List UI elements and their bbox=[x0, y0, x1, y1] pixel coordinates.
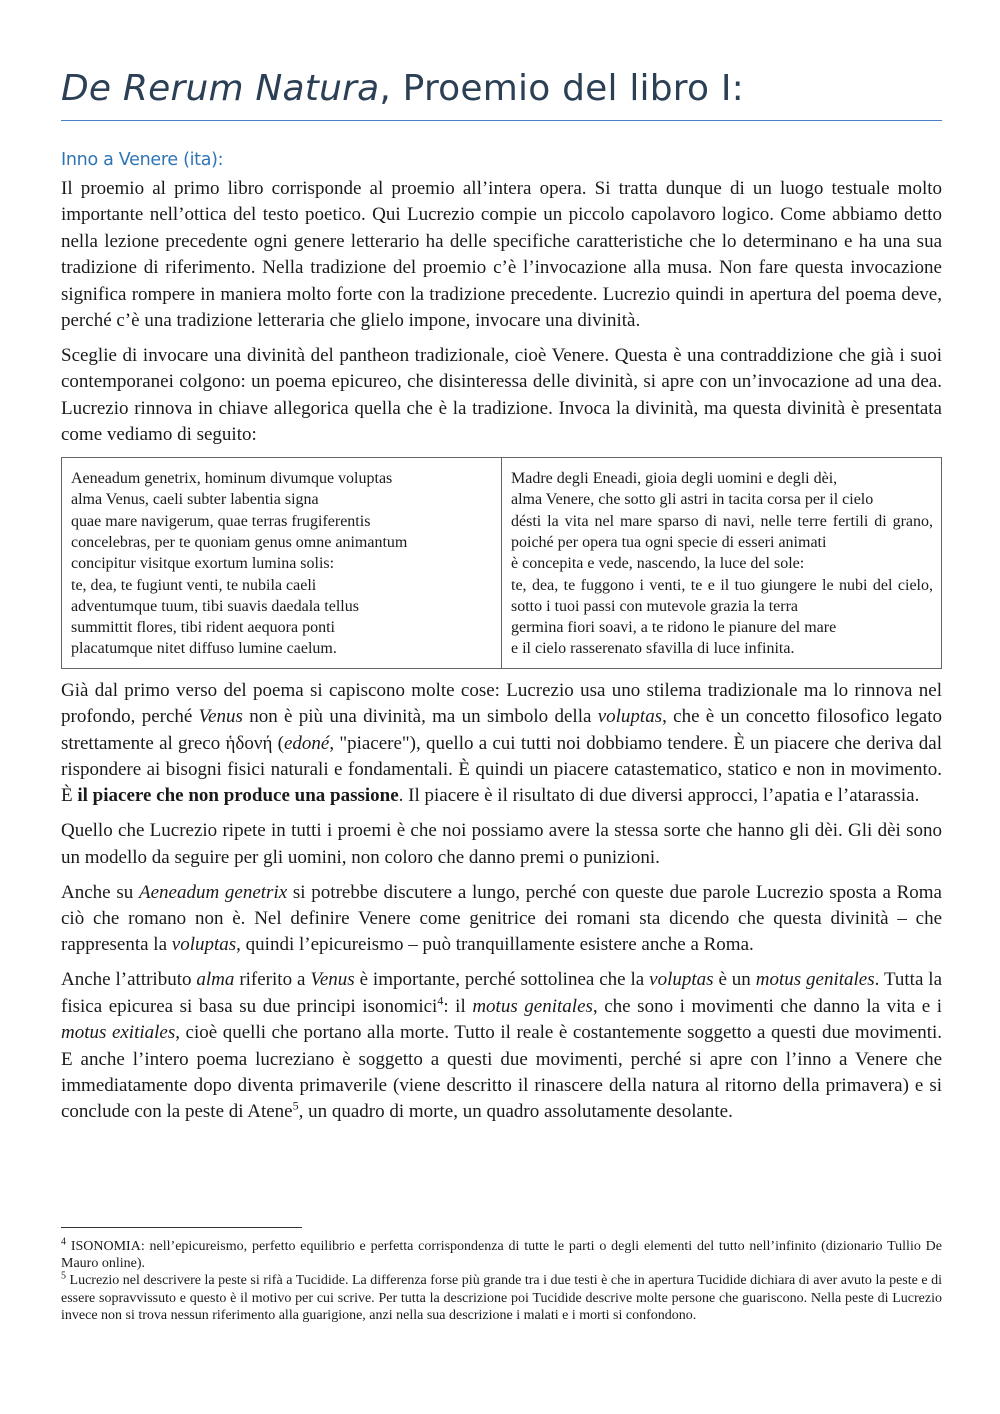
footnote-ref-5[interactable]: 5 bbox=[292, 1099, 299, 1113]
body-text bbox=[61, 176, 942, 1134]
latin-verse: quae mare navigerum, quae terras frugiferentis bbox=[71, 512, 371, 530]
italic-term: Venus bbox=[198, 706, 243, 728]
italic-term: motus genitales bbox=[755, 969, 875, 991]
italian-verse: Madre degli Eneadi, gioia degli uomini e degli dèi, bbox=[511, 470, 838, 488]
italic-term: motus exitiales bbox=[61, 1022, 176, 1044]
italian-verse: alma Venere, che sotto gli astri in tacita corsa per il cielo bbox=[511, 491, 874, 509]
footnote-mark: 5 bbox=[61, 1270, 66, 1282]
italic-term: voluptas bbox=[649, 969, 714, 991]
italian-verse: germina fiori soavi, a te ridono le pianure del mare bbox=[511, 619, 837, 637]
text-run: Già dal primo verso del poema si capiscono molte cose: Lucrezio usa uno stilema tradizionale ma lo rinnova nel profondo, perché bbox=[61, 679, 942, 728]
paragraph-3 bbox=[61, 678, 942, 810]
text-run: . Il piacere è il risultato di due diversi approcci, l’apatia e l’atarassia. bbox=[398, 785, 920, 807]
text-run: è un bbox=[713, 969, 756, 991]
title-underline bbox=[61, 120, 942, 121]
paragraph-5 bbox=[61, 880, 942, 959]
title-italic: De Rerum Natura bbox=[61, 68, 380, 109]
paragraph-6 bbox=[61, 967, 942, 1125]
italian-verses bbox=[502, 458, 942, 669]
section-heading: Inno a Venere (ita): bbox=[61, 150, 224, 170]
italic-term: Aeneadum genetrix bbox=[138, 881, 288, 903]
italic-term: edoné bbox=[283, 732, 330, 754]
text-run: , che è un concetto filosofico legato strettamente al greco ἡδονή ( bbox=[61, 706, 943, 754]
text-run: riferito a bbox=[234, 969, 311, 991]
footnote-text: ISONOMIA: nell’epicureismo, perfetto equilibrio e perfetta corrispondenza di tutte le parti o degli elementi del tutto nell’infinito (dizionario Tullio De Mauro online). bbox=[61, 1239, 942, 1272]
footnote-ref-4[interactable]: 4 bbox=[437, 993, 444, 1008]
italian-verse: désti la vita nel mare sparso di navi, nelle terre fertili di grano, poiché per opera tua ogni specie di esseri animati bbox=[511, 512, 933, 551]
page-title bbox=[61, 64, 942, 114]
latin-verse: te, dea, te fugiunt venti, te nubila caeli bbox=[71, 576, 317, 594]
text-run: : il bbox=[443, 995, 473, 1017]
footnote-mark: 4 bbox=[61, 1236, 66, 1248]
italian-verse: te, dea, te fuggono i venti, te e il tuo giungere le nubi del cielo, sotto i tuoi passi con mutevole grazia la terra bbox=[511, 576, 933, 615]
footnote-4 bbox=[61, 1238, 942, 1272]
text-run: si potrebbe discutere a lungo, perché con queste due parole Lucrezio sposta a Roma ciò che romano non è. Nel definire Venere come genitrice dei romani sta dicendo che questa divinità – che rappresenta la bbox=[61, 881, 942, 956]
latin-verse: concipitur visitque exortum lumina solis: bbox=[71, 555, 335, 573]
latin-verse: alma Venus, caeli subter labentia signa bbox=[71, 491, 319, 509]
text-run: è importante, perché sottolinea che la bbox=[354, 969, 650, 991]
paragraph-1: Il proemio al primo libro corrisponde al proemio all’intera opera. Si tratta dunque di un luogo testuale molto importante nell’ottica del testo poetico. Qui Lucrezio compie un piccolo capolavoro logico. Come abbiamo detto nella lezione precedente ogni genere letterario ha delle specifiche caratteristiche che lo determinano e ha una sua tradizione di riferimento. Nella tradizione del proemio c’è l’invocazione alla musa. Non fare questa invocazione significa rompere in maniera molto forte con la tradizione precedente. Lucrezio quindi in apertura del poema deve, perché c’è una tradizione letteraria che glielo impone, invocare una divinità. bbox=[61, 178, 942, 332]
footnote-text: Lucrezio nel descrivere la peste si rifà a Tucidide. La differenza forse più grande tra i due testi è che in apertura Tucidide dichiara di aver avuto la peste e di essere sopravvissuto e questo è il motivo per cui scrive. Per tutta la descrizione poi Tucidide descrive molte persone che guariscono. Nella peste di Lucrezio invece non si trova nessun riferimento alla guarigione, anzi nella sua descrizione i malati e i morti si confondono. bbox=[61, 1273, 942, 1323]
text-run: Anche l’attributo bbox=[61, 969, 197, 991]
text-run: Anche su bbox=[61, 881, 139, 903]
latin-verse: concelebras, per te quoniam genus omne animantum bbox=[71, 533, 408, 551]
italic-term: voluptas bbox=[171, 934, 237, 956]
paragraph-2: Sceglie di invocare una divinità del pantheon tradizionale, cioè Venere. Questa è una contraddizione che già i suoi contemporanei colgono: un poema epicureo, che disinteressa delle divinità, si apre con un’invocazione ad una dea. Lucrezio rinnova in chiave allegorica quella che è la tradizione. Invoca la divinità, ma questa divinità è presentata come vediamo di seguito: bbox=[61, 344, 942, 446]
text-run: , "piacere"), quello a cui tutti noi dobbiamo tendere. È un piacere che deriva dal rispondere ai bisogni fisici naturali e fondamentali. È quindi un piacere catastematico, statico e non in movimento. È bbox=[61, 732, 942, 807]
latin-verse: Aeneadum genetrix, hominum divumque voluptas bbox=[71, 470, 393, 488]
footnote-separator bbox=[61, 1227, 302, 1228]
text-run: non è più una divinità, ma un simbolo della bbox=[242, 706, 598, 728]
bold-phrase: il piacere che non produce una passione bbox=[77, 785, 399, 807]
italic-term: motus genitales bbox=[472, 995, 593, 1017]
text-run: , quindi l’epicureismo – può tranquillamente esistere anche a Roma. bbox=[236, 934, 754, 956]
italic-term: Venus bbox=[310, 969, 355, 991]
latin-verses bbox=[62, 458, 502, 669]
italic-term: voluptas bbox=[597, 706, 663, 728]
paragraph-4: Quello che Lucrezio ripete in tutti i proemi è che noi possiamo avere la stessa sorte che hanno gli dèi. Gli dèi sono un modello da seguire per gli uomini, non coloro che danno premi o punizioni. bbox=[61, 820, 942, 868]
footnote-5 bbox=[61, 1272, 942, 1324]
italian-verse: e il cielo rasserenato sfavilla di luce infinita. bbox=[511, 640, 795, 658]
italian-verse: è concepita e vede, nascendo, la luce del sole: bbox=[511, 555, 805, 573]
text-run: , che sono i movimenti che danno la vita e i bbox=[592, 995, 942, 1017]
text-run: , un quadro di morte, un quadro assolutamente desolante. bbox=[298, 1101, 733, 1123]
verses-table bbox=[61, 457, 942, 669]
title-rest: , Proemio del libro I: bbox=[379, 68, 745, 109]
footnotes bbox=[61, 1238, 942, 1324]
text-run: , cioè quelli che portano alla morte. Tutto il reale è costantemente soggetto a questi due movimenti. E anche l’intero poema lucreziano è soggetto a questi due movimenti, perché si apre con l’inno a Venere che immediatamente dopo diventa primaverile (viene descritto il rinascere della natura al ritorno della primavera) e si conclude con la peste di Atene bbox=[61, 1022, 942, 1123]
text-run: . Tutta la fisica epicurea si basa su due principi isonomici bbox=[61, 969, 942, 1017]
latin-verse: adventumque tuum, tibi suavis daedala tellus bbox=[71, 597, 359, 615]
latin-verse: placatumque nitet diffuso lumine caelum. bbox=[71, 640, 337, 658]
italic-term: alma bbox=[196, 969, 235, 991]
latin-verse: summittit flores, tibi rident aequora ponti bbox=[71, 619, 335, 637]
